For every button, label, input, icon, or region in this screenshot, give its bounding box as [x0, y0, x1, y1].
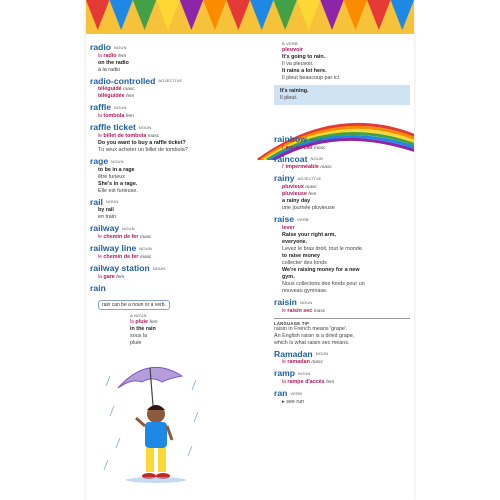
example-english: in the rain — [130, 325, 156, 332]
example-english: to be in a rage — [98, 166, 135, 173]
french-translation — [274, 191, 410, 198]
dictionary-entry — [274, 214, 410, 295]
article: la — [130, 318, 134, 325]
french-word: arc-en-ciel — [285, 144, 313, 151]
example-french: sous la — [130, 332, 148, 339]
gender: fem — [116, 274, 125, 280]
french-word: pleuvoir — [282, 47, 303, 53]
french-word: radio — [103, 52, 117, 59]
headword — [90, 156, 250, 167]
part-of-speech: NOUN — [152, 265, 166, 271]
gender: masc — [123, 87, 135, 93]
example-french: à la radio — [98, 66, 121, 73]
french-translation — [90, 254, 250, 261]
french-translation — [90, 274, 250, 281]
headword-text: Ramadan — [274, 348, 313, 359]
headword — [274, 297, 410, 308]
article: le — [282, 359, 286, 366]
left-column — [90, 40, 250, 347]
dictionary-entry — [274, 154, 410, 172]
french-word: lever — [282, 224, 295, 231]
french-translation — [90, 133, 250, 140]
headword — [274, 154, 410, 165]
headword-text: railway line — [90, 243, 137, 254]
french-word: billet de tombola — [103, 132, 147, 139]
headword-text: raincoat — [274, 153, 308, 164]
bunting-decoration — [86, 0, 414, 34]
headword — [274, 388, 410, 399]
french-word: ramadan — [287, 359, 310, 366]
headword-text: rail — [90, 196, 103, 207]
language-tip-title: LANGUAGE TIP — [274, 320, 310, 326]
example-highlight-box — [274, 85, 410, 105]
article: le — [282, 307, 286, 314]
part-of-speech: NOUN — [114, 105, 127, 111]
headword — [90, 122, 250, 133]
usage-note-box: rain can be a noun or a verb. — [98, 300, 170, 310]
example-english: It's raining. — [280, 88, 309, 94]
french-word: raisin sec — [287, 307, 313, 314]
headword — [90, 243, 250, 254]
french-translation — [90, 113, 250, 120]
gender: masc — [311, 360, 323, 366]
gender: fem — [126, 94, 135, 100]
headword — [90, 197, 250, 208]
french-word: pluie — [135, 318, 148, 325]
gender: fem — [326, 380, 335, 386]
headword-text: rage — [90, 155, 109, 166]
french-word: pluvieux — [282, 184, 304, 191]
french-word: téléguidée — [98, 93, 125, 100]
article: la — [282, 379, 286, 386]
gender: masc — [305, 185, 317, 191]
part-of-speech: ADJECTIVE — [158, 78, 183, 84]
gender: masc — [139, 254, 152, 260]
example-french: Nous collectons des fonds pour un — [282, 280, 365, 287]
dictionary-page — [86, 0, 414, 500]
part-of-speech: NOUN — [105, 199, 119, 205]
language-tip-text: An English raisin is a dried grape, — [274, 332, 355, 339]
french-translation — [274, 145, 410, 152]
gender: masc — [314, 145, 326, 151]
headword — [90, 223, 250, 234]
dictionary-entry — [90, 102, 250, 120]
part-of-speech: NOUN — [299, 299, 313, 305]
headword-text: rainbow — [274, 134, 307, 144]
french-word: pluvieuse — [282, 191, 307, 198]
gender: masc — [313, 308, 326, 314]
headword-text: raise — [274, 214, 295, 225]
headword — [274, 134, 410, 145]
headword — [90, 42, 250, 53]
french-translation — [274, 308, 410, 315]
dictionary-entry — [274, 349, 410, 367]
example-french: Il pleut. — [280, 95, 298, 101]
dictionary-entry — [274, 388, 410, 406]
article: la — [98, 52, 102, 59]
french-word: chemin de fer — [103, 253, 139, 260]
example-french: en train — [98, 214, 116, 221]
dictionary-entry — [90, 283, 250, 293]
example-english: to raise money — [282, 252, 321, 259]
dictionary-entry — [90, 122, 250, 154]
headword — [274, 349, 410, 360]
article: le — [98, 253, 102, 260]
headword — [90, 76, 250, 87]
part-of-speech: NOUN — [139, 245, 152, 251]
headword-text: raffle ticket — [90, 122, 136, 133]
dictionary-entry — [274, 297, 410, 315]
example-french: Il va pleuvoir. — [282, 61, 314, 67]
article: l' — [282, 164, 285, 171]
french-translation — [274, 184, 410, 191]
part-of-speech: NOUN — [111, 158, 124, 164]
dictionary-entry — [90, 197, 250, 222]
example-french: être furieux — [98, 173, 125, 180]
french-translation — [274, 164, 410, 171]
headword-text: radio — [90, 42, 112, 52]
example-english: by rail — [98, 207, 114, 214]
example-english: a rainy day — [282, 198, 311, 205]
example-french: pluie — [130, 339, 142, 346]
headword — [274, 173, 410, 184]
gender: fem — [308, 192, 317, 198]
language-tip-text: which is what raisin sec means. — [274, 339, 350, 346]
gender: masc — [320, 165, 332, 171]
gender: fem — [149, 319, 158, 325]
dictionary-entry — [90, 223, 250, 241]
headword — [90, 102, 250, 113]
french-translation — [90, 86, 250, 93]
example-english: It rains a lot here. — [282, 68, 327, 74]
example-french: nouveau gymnase. — [282, 287, 328, 294]
headword-text: ramp — [274, 368, 296, 379]
part-of-speech: NOUN — [310, 156, 324, 162]
headword — [90, 263, 250, 274]
example-french: une journée pluvieuse — [282, 205, 335, 212]
gender: masc — [147, 133, 160, 139]
french-word: gare — [103, 273, 115, 280]
headword-text: railway — [90, 223, 120, 234]
gender: masc — [139, 235, 152, 241]
example-french: Tu veux acheter un billet de tombola? — [98, 146, 188, 153]
example-english: It's going to rain. — [282, 54, 326, 60]
dictionary-entry — [90, 42, 250, 74]
example-english: Do you want to buy a raffle ticket? — [98, 139, 186, 146]
headword-text: rain — [90, 282, 106, 293]
headword-text: railway station — [90, 262, 150, 273]
example-english: gym. — [282, 273, 295, 280]
example-english: We're raising money for a new — [282, 266, 360, 273]
part-of-speech: NOUN — [298, 371, 311, 377]
example-french: Elle est furieuse. — [98, 187, 138, 194]
french-translation — [90, 53, 250, 60]
example-french: Il pleut beaucoup par ici. — [282, 75, 341, 81]
dictionary-entry — [274, 134, 410, 152]
french-word: tombola — [103, 113, 125, 120]
headword-text: rainy — [274, 173, 295, 184]
example-english: on the radio — [98, 59, 129, 66]
dictionary-entry — [274, 368, 410, 386]
dictionary-entry — [90, 263, 250, 281]
french-translation — [274, 225, 410, 232]
french-translation — [90, 234, 250, 241]
headword — [274, 214, 410, 225]
gender: fem — [125, 114, 134, 120]
example-french: collecter des fonds — [282, 259, 327, 266]
part-of-speech: ADJECTIVE — [297, 176, 322, 182]
article: le — [98, 234, 102, 241]
part-of-speech: VERB — [290, 390, 303, 396]
sense-label: B VERB — [282, 41, 298, 46]
article: la — [98, 273, 102, 280]
french-translation — [274, 359, 410, 366]
dictionary-entry — [90, 156, 250, 195]
headword-text: ran — [274, 388, 288, 399]
article: l' — [282, 144, 285, 151]
french-word: téléguidé — [98, 86, 122, 93]
french-translation — [90, 319, 250, 326]
headword-text: radio-controlled — [90, 75, 156, 86]
language-tip — [274, 318, 410, 347]
example-french: ▸ see run — [282, 398, 305, 405]
boy-with-umbrella-illustration — [100, 356, 206, 486]
article: la — [98, 113, 102, 120]
part-of-speech: NOUN — [114, 44, 127, 50]
part-of-speech: VERB — [297, 216, 309, 222]
part-of-speech: NOUN — [315, 351, 329, 357]
headword — [274, 368, 410, 379]
part-of-speech: NOUN — [122, 226, 135, 232]
example-french: Levez le bras droit, tout le monde. — [282, 245, 364, 252]
french-word: chemin de fer — [103, 234, 139, 241]
example-english: She's in a rage. — [98, 180, 138, 187]
french-translation — [274, 47, 410, 54]
dictionary-entry — [90, 243, 250, 261]
french-word: imperméable — [285, 164, 319, 171]
language-tip-text: raisin in French means 'grape'. — [274, 325, 348, 332]
dictionary-entry — [274, 173, 410, 212]
headword — [90, 283, 250, 293]
sense-label: A NOUN — [130, 312, 147, 318]
part-of-speech: NOUN — [309, 136, 323, 142]
dictionary-entry — [90, 76, 250, 101]
part-of-speech: NOUN — [138, 124, 152, 130]
rainbow-spacer — [274, 108, 410, 132]
french-translation — [274, 379, 410, 386]
headword-text: raffle — [90, 102, 112, 113]
example-english: Raise your right arm, — [282, 231, 336, 238]
right-column — [274, 40, 410, 406]
gender: fem — [118, 53, 127, 59]
headword-text: raisin — [274, 296, 297, 307]
french-translation — [90, 93, 250, 100]
french-word: rampe d'accès — [287, 379, 325, 386]
example-english: everyone. — [282, 238, 308, 245]
article: le — [98, 132, 102, 139]
